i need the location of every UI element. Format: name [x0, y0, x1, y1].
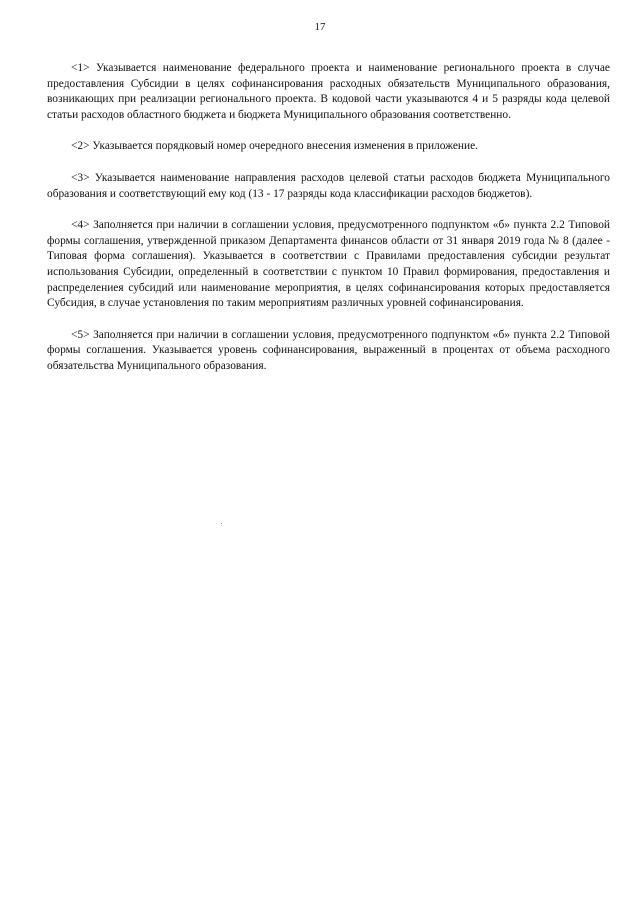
scan-speck — [221, 523, 222, 524]
footnote-3: <3> Указывается наименование направления расходов целевой статьи расходов бюджета Муниципального образования и соответствующий ему код (13 - 17 разряды кода классификации расходов бюджетов). — [47, 171, 610, 200]
footnote-2: <2> Указывается порядковый номер очередного внесения изменения в приложение. — [71, 140, 479, 153]
footnote-1: <1> Указывается наименование федерального проекта и наименование регионального проекта в случае предоставления Субсидии в целях софинансирования расходных обязательств Муниципального образования, возникающих при реализации регионального проекта. В кодовой части указываются 4 и 5 разряды кода целевой статьи расходов областного бюджета и бюджета Муниципального образования соответственно. — [47, 62, 610, 121]
footnote-4: <4> Заполняется при наличии в соглашении условия, предусмотренного подпунктом «б» пункта 2.2 Типовой формы соглашения, утвержденной приказом Департамента финансов области от 31 января 2019 года № 8 (далее - Типовая форма соглашения). Указывается в соответствии с Правилами предоставления субсидии результат использования Субсидии, определенный в соответствии с пунктом 10 Правил формирования, предоставления и распределениея субсидий или наименование мероприятия, в целях софинансирования которых предоставляется Субсидия, в случае установления по таким мероприятиям различных уровней софинансирования. — [47, 219, 610, 310]
footnote-5: <5> Заполняется при наличии в соглашении условия, предусмотренного подпунктом «б» пункта 2.2 Типовой формы соглашения. Указывается уровень софинансирования, выраженный в процентах от объема расходного обязательства Муниципального образования. — [47, 328, 610, 372]
footnotes-section — [47, 61, 610, 391]
page-number: 17 — [314, 21, 326, 33]
